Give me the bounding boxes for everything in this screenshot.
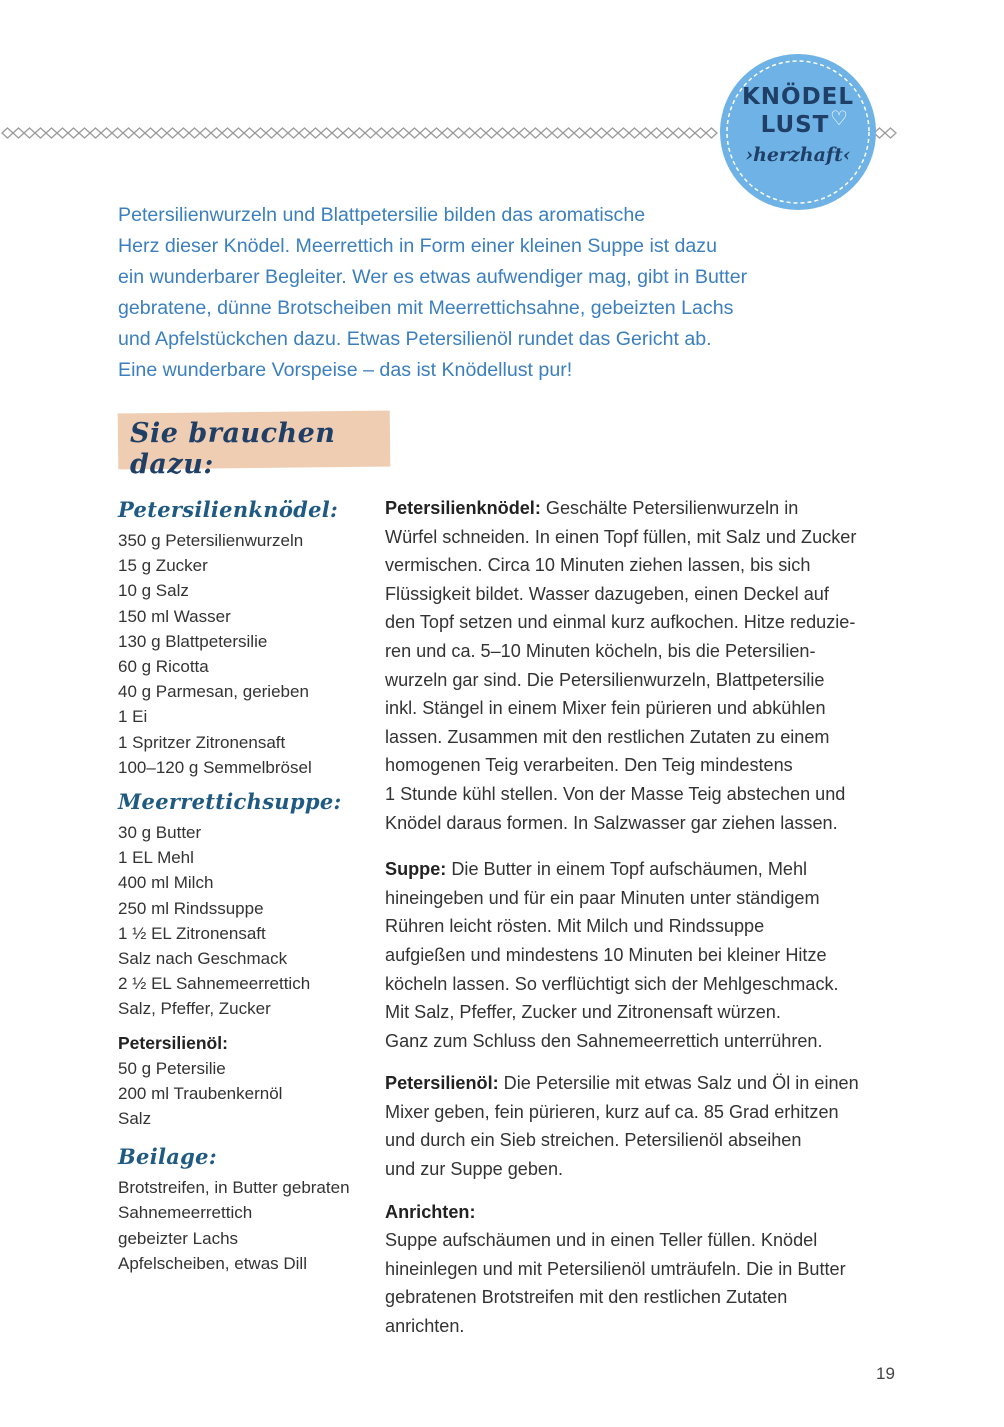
- ingredient-item: Apfelscheiben, etwas Dill: [118, 1253, 307, 1273]
- ingredient-item: 100–120 g Semmelbrösel: [118, 757, 312, 777]
- step-text: aufgießen und mindestens 10 Minuten bei kleiner Hitze: [385, 944, 827, 965]
- ingredient-list: [118, 820, 368, 1022]
- step-text: anrichten.: [385, 1316, 465, 1337]
- step-text: vermischen. Circa 10 Minuten ziehen lassen, bis sich: [385, 555, 811, 576]
- step-text: hineingeben und für ein paar Minuten unter ständigem: [385, 887, 820, 908]
- ingredient-item: 250 ml Rindssuppe: [118, 898, 264, 918]
- section-title: Beilage:: [118, 1144, 217, 1170]
- ingredients-knoedel: [118, 492, 368, 780]
- step-anrichten: [385, 1198, 915, 1341]
- step-text: den Topf setzen und einmal kurz aufkochen. Hitze reduzie-: [385, 612, 856, 633]
- step-label: Suppe:: [385, 859, 447, 880]
- section-title: Petersilienöl:: [118, 1032, 228, 1053]
- ingredient-list: [118, 1175, 368, 1276]
- step-text: Mit Salz, Pfeffer, Zucker und Zitronensaft würzen.: [385, 1002, 781, 1023]
- intro-line: Eine wunderbare Vorspeise – das ist Knödellust pur!: [118, 359, 573, 381]
- step-suppe: [385, 855, 915, 1055]
- step-text: homogenen Teig verarbeiten. Den Teig mindestens: [385, 755, 793, 776]
- ingredients-column: [118, 492, 368, 1276]
- badge-line-knoedel: KNÖDEL: [741, 84, 855, 110]
- step-label: Petersilienknödel:: [385, 498, 541, 518]
- ingredient-item: Salz, Pfeffer, Zucker: [118, 999, 271, 1019]
- step-text: wurzeln gar sind. Die Petersilienwurzeln, Blattpetersilie: [385, 669, 825, 690]
- ingredient-item: gebeizter Lachs: [118, 1228, 239, 1248]
- step-text: köcheln lassen. So verflüchtigt sich der Mehlgeschmack.: [385, 973, 839, 994]
- intro-line: Herz dieser Knödel. Meerrettich in Form einer kleinen Suppe ist dazu: [118, 235, 717, 257]
- ingredient-item: 50 g Petersilie: [118, 1058, 226, 1078]
- ingredient-item: 1 Spritzer Zitronensaft: [118, 732, 286, 752]
- step-text: inkl. Stängel in einem Mixer fein pürieren und abkühlen: [385, 698, 826, 719]
- intro-line: Petersilienwurzeln und Blattpetersilie bilden das aromatische: [118, 204, 646, 226]
- ingredients-heading: Sie brauchen dazu:: [130, 418, 336, 480]
- ingredient-item: 30 g Butter: [118, 823, 202, 843]
- step-text: Rühren leicht rösten. Mit Milch und Rindssuppe: [385, 916, 765, 937]
- badge-line-herzhaft: ›herzhaft‹: [745, 144, 851, 166]
- step-text: Die Petersilie mit etwas Salz und Öl in einen: [498, 1073, 859, 1094]
- ingredient-list: [118, 528, 368, 780]
- step-text: Würfel schneiden. In einen Topf füllen, mit Salz und Zucker: [385, 526, 857, 547]
- badge-line-lust: LUST: [760, 112, 830, 138]
- step-knoedel: [385, 494, 915, 837]
- ingredient-item: 1 ½ EL Zitronensaft: [118, 923, 266, 943]
- step-text: und zur Suppe geben.: [385, 1159, 564, 1180]
- ingredient-item: 1 EL Mehl: [118, 848, 194, 868]
- page-number: 19: [876, 1364, 895, 1383]
- step-text: lassen. Zusammen mit den restlichen Zutaten zu einem: [385, 726, 830, 747]
- step-text: und durch ein Sieb streichen. Petersilienöl abseihen: [385, 1130, 802, 1151]
- step-text: 1 Stunde kühl stellen. Von der Masse Teig abstechen und: [385, 783, 846, 804]
- step-label: Anrichten:: [385, 1201, 476, 1222]
- step-text: ren und ca. 5–10 Minuten köcheln, bis die Petersilien-: [385, 640, 816, 661]
- intro-line: ein wunderbarer Begleiter. Wer es etwas aufwendiger mag, gibt in Butter: [118, 266, 748, 288]
- ingredient-item: 1 Ei: [118, 707, 148, 727]
- ingredient-item: 60 g Ricotta: [118, 657, 209, 677]
- ingredient-item: 350 g Petersilienwurzeln: [118, 531, 304, 550]
- heart-icon: ♡: [830, 106, 848, 130]
- ingredient-item: 200 ml Traubenkernöl: [118, 1083, 283, 1103]
- step-text: Suppe aufschäumen und in einen Teller füllen. Knödel: [385, 1230, 818, 1251]
- ingredient-item: 40 g Parmesan, gerieben: [118, 682, 309, 702]
- ingredient-item: Brotstreifen, in Butter gebraten: [118, 1178, 350, 1198]
- section-title: Meerrettichsuppe:: [118, 789, 342, 815]
- ingredients-oel: [118, 1030, 368, 1132]
- instructions-column: [385, 494, 915, 1355]
- ingredient-item: Salz: [118, 1109, 152, 1129]
- ingredient-item: 15 g Zucker: [118, 556, 208, 576]
- step-text: Geschälte Petersilienwurzeln in: [540, 498, 799, 518]
- intro-line: gebratene, dünne Brotscheiben mit Meerrettichsahne, gebeizten Lachs: [118, 297, 734, 319]
- ingredient-item: 400 ml Milch: [118, 873, 214, 893]
- knoedellust-badge: [718, 52, 878, 212]
- step-text: gebratenen Brotstreifen mit den restlichen Zutaten: [385, 1287, 788, 1308]
- ingredient-item: Salz nach Geschmack: [118, 949, 288, 969]
- step-oel: [385, 1069, 915, 1183]
- step-text: Flüssigkeit bildet. Wasser dazugeben, einen Deckel auf: [385, 583, 829, 604]
- step-text: Knödel daraus formen. In Salzwasser gar ziehen lassen.: [385, 812, 838, 833]
- step-text: hineinlegen und mit Petersilienöl umträufeln. Die in Butter: [385, 1258, 846, 1279]
- ingredient-item: 2 ½ EL Sahnemeerrettich: [118, 974, 311, 994]
- step-text: Ganz zum Schluss den Sahnemeerrettich unterrühren.: [385, 1030, 823, 1051]
- intro-paragraph: [118, 200, 888, 386]
- intro-line: und Apfelstückchen dazu. Etwas Petersilienöl rundet das Gericht ab.: [118, 328, 712, 350]
- ingredient-list: [118, 1056, 368, 1132]
- ingredients-beilage: [118, 1139, 368, 1276]
- section-title: Petersilienknödel:: [118, 497, 339, 522]
- ingredient-item: 130 g Blattpetersilie: [118, 631, 268, 651]
- ingredient-item: 150 ml Wasser: [118, 606, 231, 626]
- step-text: Mixer geben, fein pürieren, kurz auf ca. 85 Grad erhitzen: [385, 1101, 839, 1122]
- ingredients-suppe: [118, 784, 368, 1022]
- step-label: Petersilienöl:: [385, 1073, 499, 1094]
- step-text: Die Butter in einem Topf aufschäumen, Mehl: [446, 859, 808, 880]
- ingredient-item: Sahnemeerrettich: [118, 1203, 253, 1223]
- ingredient-item: 10 g Salz: [118, 581, 189, 601]
